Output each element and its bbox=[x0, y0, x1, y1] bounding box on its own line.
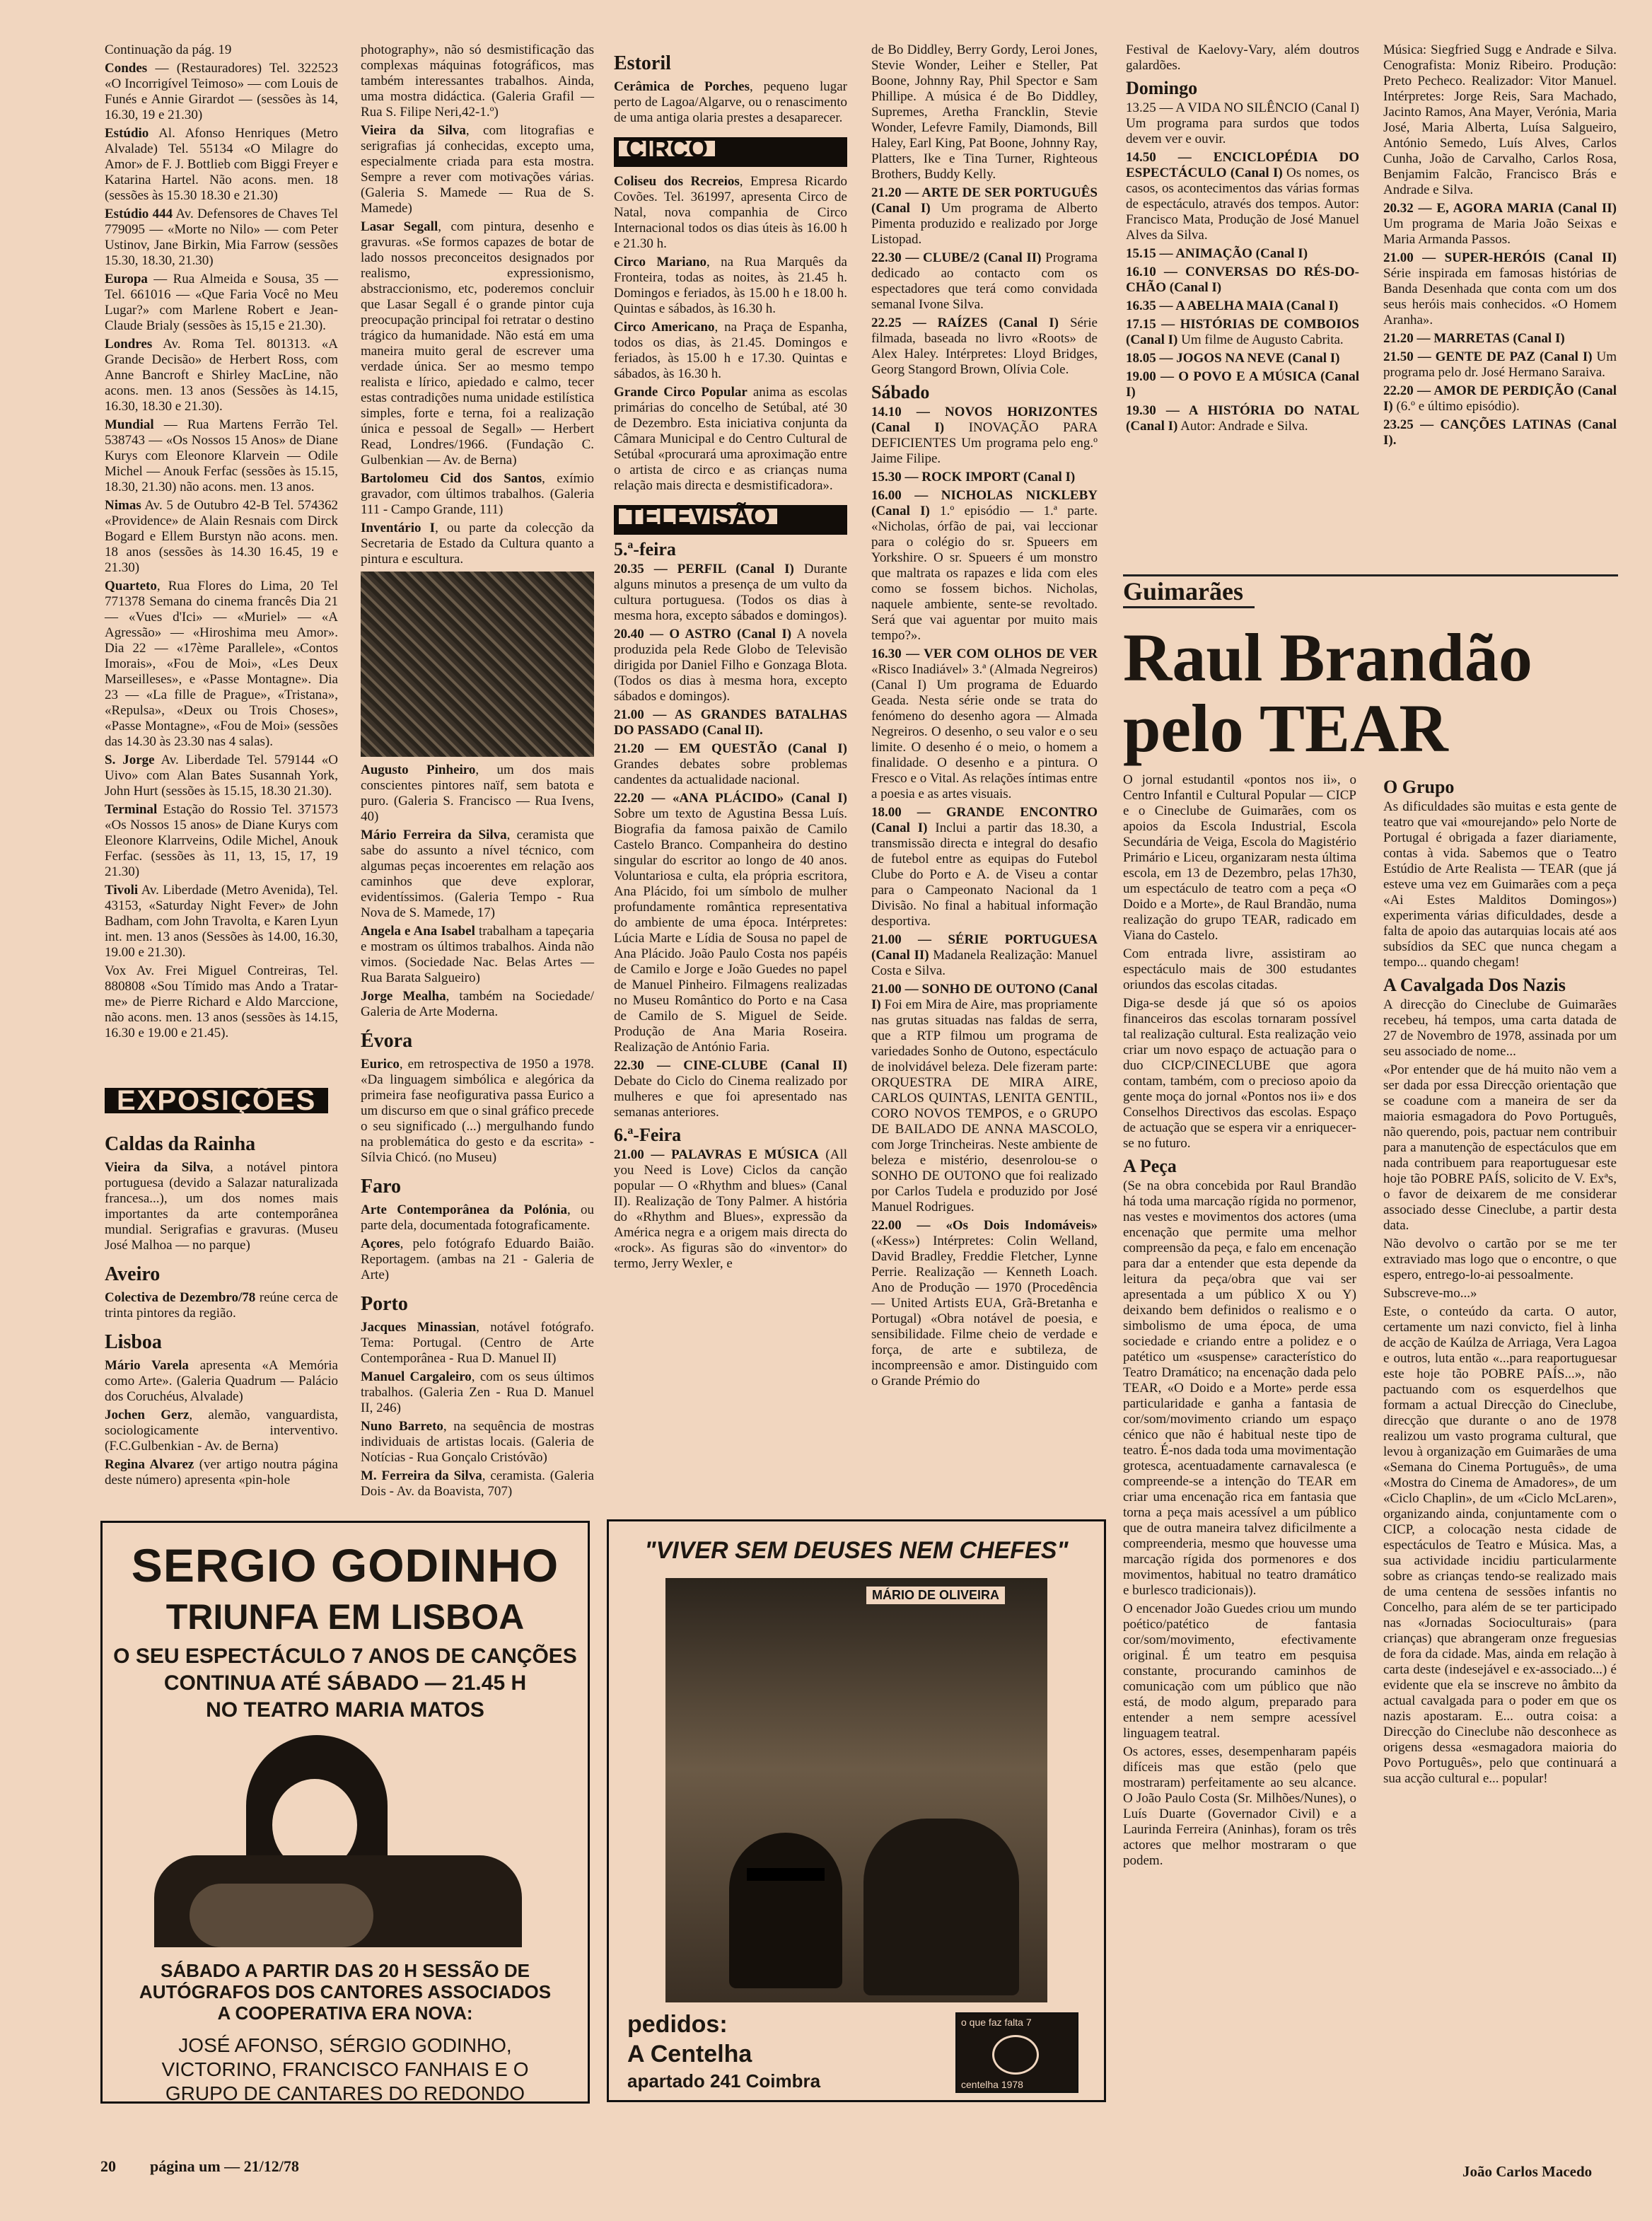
listing-entry bbox=[361, 471, 594, 518]
listing-entry-text: anima as escolas primárias do concelho de Setúbal, até 30 de Dezembro. Esta iniciativa conjunta da Câmara Municipal e do Centro Cultural de Setúbal «procurará uma aproximação entre o artista de circo e as crianças numa relação mais directa e desmistificadora». bbox=[614, 385, 847, 493]
listing-entry bbox=[361, 1369, 594, 1416]
article-column-b bbox=[1383, 772, 1617, 1790]
listing-entry-text: , exímio gravador, com últimos trabalhos. (Galeria 111 - Campo Grande, 111) bbox=[361, 471, 594, 517]
listing-entry bbox=[105, 1290, 338, 1321]
listing-entry bbox=[105, 883, 338, 961]
listing-entry bbox=[1123, 946, 1356, 993]
listing-entry-title: Condes bbox=[105, 61, 148, 76]
listing-entry bbox=[1383, 417, 1617, 448]
listing-entry-text: As dificuldades são muitas e esta gente de teatro que vai «mourejando» pelo Norte de Portugal é obrigada a fazer diariamente, contas à vida. Sabemos que o Teatro Estúdio de Arte Realista — TEAR (que já esteve uma vez em Guimarães com a peça «Ai Estes Malditos Domingos») experimenta várias dificuldades, desde a falta de apoio das autarquias locais até aos subsídios da SEC que nunca chegam a tempo... quando chegam! bbox=[1383, 799, 1617, 970]
ad1-line6: SÁBADO A PARTIR DAS 20 H SESSÃO DE AUTÓGRAFOS DOS CANTORES ASSOCIADOS A COOPERATIVA ERA NOVA: bbox=[139, 1960, 552, 2024]
listing-entry bbox=[1123, 1601, 1356, 1741]
listing-entry-text: Série filmada, baseada no livro «Roots» de Alex Haley. Intérpretes: Lloyd Bridges, Georg Stangord Brown, Olívia Cole. bbox=[871, 315, 1098, 377]
listing-entry-title: 21.00 — PALAVRAS E MÚSICA bbox=[614, 1147, 819, 1162]
listing-entry bbox=[1126, 298, 1359, 314]
listing-entry-title: Mário Varela bbox=[105, 1358, 189, 1373]
listing-entry-title: Arte Contemporânea da Polónia bbox=[361, 1202, 567, 1217]
listing-entry bbox=[361, 42, 594, 120]
listing-entry-title: 14.50 — ENCICLOPÉDIA DO ESPECTÁCULO (Canal I) bbox=[1126, 150, 1359, 180]
listing-entry-text: (Se na obra concebida por Raul Brandão há toda uma marcação rígida no pormenor, nas vestes e movimentos dos actores (uma encenação que permite uma melhor compreensão da peça, e falo em encenação para dar a entender que esta depende da leitura da peça/obra que vai ser apresentada a um público X ou Y) deixando bem definidos o realismo e o simbolismo de uma época, de uma sociedade e criando entre a polidez e o patético um «suspense» característico do Teatro Dramático; na encenação dada pelo TEAR, «O Doido e a Morte» perde essa particularidade e ganha a fantasia de cor/som/movimento criando um espaço cénico que não é habitual neste tipo de teatro. É-nos dada toda uma movimentação grotesca, acentuadamente carnavalesca (e compreende-se a intenção do TEAR em criar uma encenação rica em fantasia que torna a peça mais acessível a um público que de outra maneira talvez dificilmente a compreenderia, mesmo que houvesse uma marcação rígida dos pormenores e dos movimentos, habitual no teatro dramático e burlesco tradicionais)). bbox=[1123, 1178, 1356, 1598]
listing-entry-title: Londres bbox=[105, 337, 153, 352]
listing-entry bbox=[1126, 246, 1359, 262]
listing-entry bbox=[871, 250, 1098, 313]
listing-entry-text: , com pintura, desenho e gravuras. «Se formos capazes de botar de lado nossos preconceitos designados por realismo, expressionismo, abstraccionismo, etc, poderemos concluir que Lasar Segall é o grande pintor cuja preocupação principal foi retratar o destino trágico da humanidade. Não está em uma maneira muito geral de escrever uma verdade única. Ser ao mesmo tempo realista e lírico, apiedado e calmo, tecer estas contradições numa unidade estilística simples, forte e terna, foi a realização única e pessoal de Segall» — Herbert Read, Londres/1966. (Fundação C. Gulbenkian — Av. de Berna) bbox=[361, 219, 594, 468]
listing-entry-title: 16.30 — VER COM OLHOS DE VER bbox=[871, 646, 1098, 661]
tv-banner-label: TELEVISÃO bbox=[617, 506, 779, 526]
circus-banner bbox=[614, 134, 847, 167]
section-subheading: O Grupo bbox=[1383, 777, 1455, 797]
listing-entry-title: Vieira da Silva bbox=[361, 123, 466, 138]
listing-entry bbox=[361, 1236, 594, 1283]
listing-entry bbox=[871, 982, 1098, 1215]
listing-entry-text: Grandes debates sobre problemas candentes da actualidade nacional. bbox=[614, 757, 847, 787]
listing-entry-title: Bartolomeu Cid dos Santos bbox=[361, 471, 542, 486]
listing-entry-title: 21.00 — SUPER-HERÓIS (Canal II) bbox=[1383, 250, 1617, 265]
listing-entry bbox=[1383, 201, 1617, 248]
listing-entry-text: Autor: Andrade e Silva. bbox=[1177, 419, 1308, 434]
listing-entry bbox=[105, 126, 338, 204]
listing-entry-title: Estúdio 444 bbox=[105, 207, 173, 221]
listing-entry-text: Foi em Mira de Aire, mas propriamente nas grutas situadas nas faldas de serra, que a RTP filmou um programa de variedades Sonho de Outono, espectáculo de inolvidável beleza. Dele fizeram parte: ORQUESTRA DE MIRA AIRE, CARLOS QUINTAS, LENITA GENTIL, CORO NOVOS TEMPOS, e o GRUPO DE BAILADO DE ANNA MASCOLO, com Jorge Trincheiras. Neste ambiente de beleza e mistério, desenrolou-se o SONHO DE OUTONO que foi realizado por Carlos Tudela e produzido por José Manuel Rodrigues. bbox=[871, 997, 1098, 1214]
listing-entry-title: Lasar Segall bbox=[361, 219, 438, 234]
listing-entry bbox=[1383, 1286, 1617, 1301]
listing-entry bbox=[1123, 1744, 1356, 1869]
listing-entry-title: Regina Alvarez bbox=[105, 1457, 194, 1472]
listing-entry-title: 18.05 — JOGOS NA NEVE (Canal I) bbox=[1126, 351, 1340, 366]
listing-entry-text: Vox Av. Frei Miguel Contreiras, Tel. 880808 «Sou Tímido mas Ando a Tratar-me» de Pierre Richard e Aldo Marccione, não acons. men. 13 anos (sessões às 14.15, 16.30 e 19.00 e 21.45). bbox=[105, 963, 338, 1040]
listing-entry-text: «Por entender que de há muito não vem a ser dada por essa Direcção orientação que se coadune com a maneira de ser da maioria esmagadora do Povo Português, não querendo, pois, pactuar nem contribuir para a manutenção de espectáculos que em nada contribuem para reaportuguesar este hoje tão POBRE PAÍS, solicito de V. Exªs, o favor de deixarem de me considerar associado desse Cineclube, a partir desta data. bbox=[1383, 1062, 1617, 1233]
listing-entry-text: Série inspirada em famosas histórias de Banda Desenhada que conta com um dos seus heróis mais conhecidos. «O Homem Aranha». bbox=[1383, 266, 1617, 327]
listing-entry-text: , na Rua Marquês da Fronteira, todas as noites, às 21.45 h. Domingos e feriados, às 15.00 h e 18.00 h. Quintas e sábados, às 16.30 h. bbox=[614, 255, 847, 316]
section-subheading: Domingo bbox=[1126, 78, 1198, 98]
listing-entry-text: , ou parte da colecção da Secretaria de Estado da Cultura quanto a pintura e escultura. bbox=[361, 521, 594, 567]
listing-entry bbox=[871, 405, 1098, 467]
listing-entry-text: — Rua Almeida e Sousa, 35 — Tel. 661016 — «Que Faria Você no Meu Lugar?» com Marlene Robert e Jean-Claude Brialy (sessões às 15,15 e 21.30). bbox=[105, 272, 338, 333]
listing-entry-text: , pequeno lugar perto de Lagoa/Algarve, ou o renascimento de uma antiga olaria prestes a desaparecer. bbox=[614, 79, 847, 125]
listing-entry-text: , Empresa Ricardo Covões. Tel. 361997, apresenta Circo de Natal, nova companhia de Circo Internacional todos os dias úteis às 16.00 h e 21.30 h. bbox=[614, 174, 847, 251]
listing-entry-title: Jacques Minassian bbox=[361, 1320, 477, 1335]
listing-entry bbox=[105, 1457, 338, 1488]
listing-entry bbox=[614, 385, 847, 494]
listing-entry-text: (ver artigo noutra página deste número) apresenta «pin-hole bbox=[105, 1457, 338, 1488]
listing-entry bbox=[614, 255, 847, 317]
listing-entry-title: Coliseu dos Recreios bbox=[614, 174, 740, 189]
listing-entry bbox=[1383, 1304, 1617, 1787]
exhibitions-banner: EXPOSIÇÕES bbox=[105, 1088, 328, 1113]
listing-entry bbox=[105, 207, 338, 269]
listing-entry bbox=[1126, 369, 1359, 400]
listing-entry-text: Música: Siegfried Sugg e Andrade e Silva. Cenografista: Moniz Ribeiro. Produção: Preto Pecheco. Realizador: Vitor Manuel. Intérpretes: Jorge Reis, Sara Machado, Jacinto Ramos, Ana Mayer, Verónia, Maria José, Maria Alberta, Luísa Salgueiro, António Semedo, Luís Alves, Carlos Cunha, João de Carvalho, Carlos Rosa, Benjamim Falcão, Francisco Brás e Andrade e Silva. bbox=[1383, 42, 1617, 197]
listing-entry bbox=[1123, 1178, 1356, 1599]
listing-entry-text: Av. 5 de Outubro 42-B Tel. 574362 «Providence» de Alain Resnais com Dirck Bogard e Ellem Burstyn não acons. men. 18 anos (sessões às 14.30 16.45, 19 e 21.30) bbox=[105, 498, 338, 575]
listing-entry-text: O encenador João Guedes criou um mundo poético/patético de fantasia cor/som/movimento, efectivamente original. É um teatro em pesquisa constante, procurando caminhos de comunicação com um público que não está, de modo algum, preparado para entender a nem sempre acessível linguagem teatral. bbox=[1123, 1601, 1356, 1741]
listing-entry-text: Subscreve-mo...» bbox=[1383, 1286, 1477, 1301]
listing-entry bbox=[105, 1358, 338, 1405]
listing-entry-title: 21.20 — EM QUESTÃO (Canal I) bbox=[614, 741, 847, 756]
listing-entry bbox=[1383, 42, 1617, 198]
listing-entry bbox=[614, 791, 847, 1055]
listing-entry bbox=[871, 646, 1098, 802]
listing-entry-title: 22.25 — RAÍZES (Canal I) bbox=[871, 315, 1059, 330]
listing-entry bbox=[1383, 1062, 1617, 1234]
listing-entry-text: , também na Sociedade/ Galeria de Arte Moderna. bbox=[361, 989, 594, 1019]
listing-entry bbox=[105, 802, 338, 880]
listing-entry-title: Augusto Pinheiro bbox=[361, 762, 476, 777]
listing-entry-text: Sobre um texto de Agustina Bessa Luís. Biografia da famosa paixão de Camilo Castelo Branco. Companheira do destino singular do escritor ao longo de 40 anos. Voluntariosa e culta, ela própria escritora, Ana Plácido, foi um símbolo de mulher profundamente romântica representativa do ambiente de uma época. Intérpretes: Lúcia Marte e Lídia de Sousa no papel de Ana Plácido. João Paulo Costa nos papéis de Camilo e Jorge e João Guedes no papel de Manuel Pinheiro. Filmagens realizadas no Museu Romântico do Porto e na Casa de Camilo de S. Miguel de Seide. Produção de Ana Maria Roseira. Realização de António Faria. bbox=[614, 806, 847, 1055]
listing-entry-text: photography», não só desmistificação das complexas máquinas fotográficos, mas também interessantes trabalhos. Ainda, uma mostra didáctica. (Galeria Grafil — Rua S. Filipe Neri,42-1.º) bbox=[361, 42, 594, 120]
listing-entry-title: Nimas bbox=[105, 498, 141, 513]
listing-entry-title: 17.15 — HISTÓRIAS DE COMBOIOS (Canal I) bbox=[1126, 317, 1359, 347]
listing-entry-text: , ceramista. (Galeria Dois - Av. da Boavista, 707) bbox=[361, 1468, 594, 1499]
listing-entry-text: , com os seus últimos trabalhos. (Galeria Zen - Rua D. Manuel II, 246) bbox=[361, 1369, 594, 1415]
listing-entry-title: Eurico bbox=[361, 1057, 400, 1072]
ad1-line3: O SEU ESPECTÁCULO 7 ANOS DE CANÇÕES bbox=[113, 1645, 577, 1668]
listing-entry bbox=[1126, 317, 1359, 348]
ad2-book-cover bbox=[665, 1578, 1047, 2002]
painting-image bbox=[361, 572, 594, 757]
listing-entry bbox=[361, 989, 594, 1020]
listing-entry-text: 1.º episódio — 1.ª parte. «Nicholas, órfão de pai, vai leccionar para o colégio do sr. Spueers em Yorkshire. O sr. Spueers é um monstro que maltrata os rapazes e lida com eles como se fossem bichos. Nicholas, naquele ambiente, sente-se revoltado. Será que vai aguentar por muito mais tempo?». bbox=[871, 504, 1098, 643]
article-headline: Raul Brandão pelo TEAR bbox=[1123, 620, 1532, 766]
listing-entry bbox=[361, 521, 594, 567]
listing-entry-title: 19.00 — O POVO E A MÚSICA (Canal I) bbox=[1126, 369, 1359, 400]
listing-entry bbox=[1123, 772, 1356, 944]
ad2-address: apartado 241 Coimbra bbox=[627, 2070, 821, 2092]
ad1-singer-photo bbox=[126, 1735, 564, 1947]
listing-entry-title: 21.20 — MARRETAS (Canal I) bbox=[1383, 331, 1565, 346]
listing-entry bbox=[105, 337, 338, 414]
article-kicker: Guimarães bbox=[1123, 576, 1255, 608]
article-column-a bbox=[1123, 772, 1356, 1872]
listing-entry-text: , na Praça de Espanha, todos os dias, às 21.45. Domingos e feriados, às 15.00 h e 17.30. Quintas e sábados, às 16.30 h. bbox=[614, 320, 847, 381]
tv-banner bbox=[614, 501, 847, 535]
listing-entry-text: Estação do Rossio Tel. 371573 «Os Nossos 15 anos» de Diane Kurys com Eleonore Klarrveins, Odile Michel, Anouk Ferfac. (sessões às 11, 13, 15, 17, 19 21.30) bbox=[105, 802, 338, 879]
listing-entry bbox=[871, 185, 1098, 248]
listing-entry-title: Tivoli bbox=[105, 883, 139, 898]
listing-entry-title: 20.35 — PERFIL (Canal I) bbox=[614, 562, 794, 576]
listing-entry-text: «Risco Inadiável» 3.ª (Almada Negreiros) (Canal I) Um programa de Eduardo Geada. Nesta série onde se trata do fenómeno do desenho agora — Almada Negreiros. O desenho, o seu valor e o seu limite. O desenho é o meio, o homem a finalidade. O desenho e a pintura. O Fresco e o Vital. As relações íntimas entre a poesia e as artes visuais. bbox=[871, 662, 1098, 801]
listing-entry bbox=[361, 762, 594, 825]
listing-entry bbox=[105, 1408, 338, 1454]
listing-entry-text: Um programa de Maria João Seixas e Maria Armanda Passos. bbox=[1383, 216, 1617, 247]
listing-entry bbox=[614, 707, 847, 738]
listing-entry-text: , notável fotógrafo. Tema: Portugal. (Centro de Arte Contemporânea - Rua D. Manuel II) bbox=[361, 1320, 594, 1366]
listing-entry-title: 21.00 — SONHO DE OUTONO (Canal I) bbox=[871, 982, 1098, 1012]
listing-entry-text: Av. Roma Tel. 801313. «A Grande Decisão» de Herbert Ross, com Anne Bancroft e Shirley MacLine, não acons. men. 13 anos (Sessões às 14.15, 16.30, 18.30 e 21.30). bbox=[105, 337, 338, 414]
listing-entry-text: Este, o conteúdo da carta. O autor, certamente um nazi convicto, fiel à linha de acção de Kaúlza de Arriaga, Vera Lagoa e outros, luta então «...para reaportuguesar este hoje tão POBRE PAÍS...», não pactuando com os esquerdelhos que formam a actual Direcção do Cineclube, direcção que durante o ano de 1978 realizou um vasto programa cultural, que levou à organização em Guimarães de uma «Semana do Cinema Português», de uma «Mostra do Cinema de Amadores», de um «Ciclo Chaplin», de um «Ciclo McLaren», organizando ainda, conjuntamente com o CICP, a colocação nesta cidade de espectáculos de Teatro e Música. Mas, a sua actividade incidiu particularmente sobre as crianças tendo-se realizado mais de uma centena de sessões infantis no Concelho, para além de se ter participado nas «Jornadas Socioculturais» (para crianças) que abrangeram onze freguesias de fora da cidade. Mas, ainda em relação à carta deste (indesejável e ex-associado...) é evidente que ela se inscreve no âmbito da actual cavalgada para o poder em que os nazis apostaram. E... outra coisa: a Direcção do Cineclube não desconhece as origens dessa «esmagadora maioria do Povo Português», pelo que continuará a sua acção cultural e... popular! bbox=[1383, 1304, 1617, 1786]
listing-entry-text: , Rua Flores do Lima, 20 Tel 771378 Semana do cinema francês Dia 21 — «Vues d'Ici» — «Muriel» — «A Agressão» — «Hiroshima meu Amor». Dia 22 — «17ème Parallele», «Contos Imorais», «Fou de Moi», «Les Deux Marseilleses», e «Passe Montagne». Dia 23 — «La fille de Prague», «Tristana», «Repulsa», «Deux ou Trois Choses», «Passe Montagne», «Fou de Moi» (sessões das 14.30 às 23.30 nas 4 salas). bbox=[105, 579, 338, 749]
listing-entry-title: 23.25 — CANÇÕES LATINAS (Canal I). bbox=[1383, 417, 1617, 448]
listing-entry bbox=[105, 579, 338, 750]
listing-entry-title: Terminal bbox=[105, 802, 158, 817]
listing-entry-title: 22.20 — «ANA PLÁCIDO» (Canal I) bbox=[614, 791, 847, 806]
column-tv-sunday-2 bbox=[1383, 42, 1617, 451]
listing-entry-title: 21.20 — ARTE DE SER PORTUGUÊS (Canal I) bbox=[871, 185, 1098, 216]
listing-entry-text: apresenta «A Memória como Arte». (Galeria Quadrum — Palácio dos Coruchéus, Alvalade) bbox=[105, 1358, 338, 1404]
ad2-org: A Centelha bbox=[627, 2041, 752, 2068]
section-subheading: A Cavalgada Dos Nazis bbox=[1383, 975, 1566, 995]
listing-entry-title: 22.00 — «Os Dois Indomáveis» bbox=[871, 1218, 1098, 1233]
listing-entry-text: , ou parte dela, documentada fotograficamente. bbox=[361, 1202, 595, 1233]
listing-entry-text: Diga-se desde já que só os apoios financeiros das escolas tornaram possível tal realização cultural. Esta realização veio criar um novo espaço de actuação para o duo CICP/CINECLUBE que agora contam, também, com o precioso apoio da gente moça do jornal «Pontos nos ii» e dos Conselhos Directivos das escolas. Espaço de actuação que se espera vir a enriquecer-se no futuro. bbox=[1123, 996, 1356, 1151]
listing-entry bbox=[871, 805, 1098, 929]
listing-entry bbox=[1126, 42, 1359, 74]
ad2-author: MÁRIO DE OLIVEIRA bbox=[866, 1587, 1005, 1604]
listing-entry-title: 22.30 — CINE-CLUBE (Canal II) bbox=[614, 1058, 847, 1073]
listing-entry bbox=[1126, 351, 1359, 366]
listing-entry bbox=[361, 123, 594, 216]
listing-entry-title: S. Jorge bbox=[105, 753, 155, 767]
listing-entry-text: , com litografias e serigrafias já conhecidas, excepto uma, especialmente criada para esta mostra. Sempre a rever com motivações várias. (Galeria S. Mamede — Rua de S. Mamede) bbox=[361, 123, 594, 216]
listing-entry-title: 18.00 — GRANDE ENCONTRO (Canal I) bbox=[871, 805, 1098, 835]
section-subheading: Sábado bbox=[871, 382, 930, 402]
section-city-heading: Estoril bbox=[614, 52, 671, 74]
section-city-heading: Faro bbox=[361, 1176, 402, 1198]
ad1-title: SERGIO GODINHO bbox=[131, 1539, 559, 1591]
listing-entry bbox=[614, 1147, 847, 1272]
listing-entry bbox=[614, 1058, 847, 1120]
listing-entry-title: Circo Mariano bbox=[614, 255, 707, 269]
listing-entry-text: Av. Defensores de Chaves Tel 779095 — «Morte no Nilo» — com Peter Ustinov, Jane Birkin, Mia Farrow (sessões 15.30, 18.30, 21.30) bbox=[105, 207, 338, 268]
listing-entry-title: Manuel Cargaleiro bbox=[361, 1369, 472, 1384]
listing-entry-text: , alemão, vanguardista, sociologicamente interventivo. (F.C.Gulbenkian - Av. de Berna) bbox=[105, 1408, 339, 1454]
listing-entry-text: Os actores, esses, desempenharam papéis difíceis mas que estão (pelo que mostraram) perfeitamente ao seu alcance. O João Paulo Costa (Sr. Milhões/Nunes), o Luís Duarte (Governador Civil) e a Laurinda Ferreira (Aninhas), foram os três actores que melhor mostraram o que podem. bbox=[1123, 1744, 1356, 1868]
listing-entry bbox=[1123, 996, 1356, 1152]
listing-entry-text: A novela produzida pela Rede Globo de Televisão dirigida por Daniel Filho e Gonzaga Blota. (Todos os dias à mesma hora, excepto sábados e domingos). bbox=[614, 627, 847, 704]
listing-entry bbox=[361, 924, 594, 986]
listing-entry-title: M. Ferreira da Silva bbox=[361, 1468, 482, 1483]
listing-entry bbox=[361, 1468, 594, 1500]
column-cinema-list bbox=[105, 42, 338, 1044]
column-circus-tv bbox=[614, 42, 847, 1275]
listing-entry bbox=[1383, 997, 1617, 1060]
article-byline: João Carlos Macedo bbox=[1462, 2163, 1593, 2180]
column-tv-sunday bbox=[1126, 42, 1359, 437]
listing-entry bbox=[105, 417, 338, 495]
listing-entry bbox=[1383, 331, 1617, 347]
listing-entry-title: 20.40 — O ASTRO (Canal I) bbox=[614, 627, 792, 642]
listing-entry-title: 19.30 — A HISTÓRIA DO NATAL (Canal I) bbox=[1126, 403, 1359, 434]
listing-entry-title: 21.00 — SÉRIE PORTUGUESA (Canal II) bbox=[871, 932, 1098, 963]
listing-entry-text: (All you Need is Love) Ciclos da canção popular — O «Rhythm and blues» (Canal II). Realização de Tony Palmer. A história do «Rhythm and Blues», expressão da América negra e a origem mais directa do «rock». As figuras são do «inventor» do termo, Jerry Wexler, e bbox=[614, 1147, 848, 1271]
column-exhibitions-1 bbox=[105, 1075, 338, 1491]
listing-entry-text: , pelo fotógrafo Eduardo Baião. Reportagem. (ambas na 21 - Galeria de Arte) bbox=[361, 1236, 594, 1282]
ad2-pedidos: pedidos: bbox=[627, 2011, 728, 2038]
listing-entry-text: INOVAÇÃO PARA DEFICIENTES Um programa pelo eng.º Jaime Filipe. bbox=[871, 420, 1098, 466]
listing-entry bbox=[614, 320, 847, 382]
listing-entry bbox=[105, 1160, 338, 1253]
listing-entry-title: 20.32 — E, AGORA MARIA (Canal II) bbox=[1383, 201, 1617, 216]
listing-entry-text: Festival de Kaelovy-Vary, além doutros galardões. bbox=[1126, 42, 1359, 73]
section-subheading: A Peça bbox=[1123, 1156, 1177, 1176]
listing-entry bbox=[361, 1419, 594, 1466]
listing-entry bbox=[1383, 349, 1617, 381]
listing-entry-text: , um dos mais conscientes pintores naïf, sem batota e puro. (Galeria S. Francisco — Rua Ivens, 40) bbox=[361, 762, 594, 824]
issue-date: página um — 21/12/78 bbox=[150, 2157, 299, 2175]
listing-entry-title: 22.20 — AMOR DE PERDIÇÃO (Canal I) bbox=[1383, 383, 1617, 414]
listing-entry-title: 15.30 — ROCK IMPORT (Canal I) bbox=[871, 470, 1076, 485]
listing-entry-text: A direcção do Cineclube de Guimarães recebeu, há tempos, uma carta datada de 27 de Novembro de 1978, assinada por um seu associado de nome... bbox=[1383, 997, 1617, 1059]
listing-entry-text: Continuação da pág. 19 bbox=[105, 42, 232, 57]
listing-entry-text: 13.25 — A VIDA NO SILÊNCIO (Canal I) Um programa para surdos que todos devem ver e ouvir. bbox=[1126, 100, 1360, 146]
listing-entry-title: Europa bbox=[105, 272, 148, 286]
listing-entry-title: Inventário I bbox=[361, 521, 436, 535]
listing-entry-title: 14.10 — NOVOS HORIZONTES (Canal I) bbox=[871, 405, 1098, 435]
listing-entry-title: Angela e Ana Isabel bbox=[361, 924, 475, 939]
listing-entry-title: 16.00 — NICHOLAS NICKLEBY (Canal I) bbox=[871, 488, 1098, 518]
listing-entry bbox=[1126, 403, 1359, 434]
listing-entry-title: Jorge Mealha bbox=[361, 989, 446, 1004]
listing-entry-title: 15.15 — ANIMAÇÃO (Canal I) bbox=[1126, 246, 1308, 261]
listing-entry-title: Nuno Barreto bbox=[361, 1419, 443, 1434]
listing-entry bbox=[871, 932, 1098, 979]
listing-entry-text: Não devolvo o cartão por se me ter extraviado mas logo que o encontre, o que espero, entrego-lo-ai pessoalmente. bbox=[1383, 1236, 1617, 1282]
listing-entry bbox=[1126, 265, 1359, 296]
section-city-heading: Porto bbox=[361, 1293, 408, 1315]
listing-entry-title: Mário Ferreira da Silva bbox=[361, 828, 507, 842]
listing-entry-title: Jochen Gerz bbox=[105, 1408, 190, 1422]
listing-entry bbox=[361, 219, 594, 468]
listing-entry bbox=[1126, 100, 1359, 147]
ad1-subtitle: TRIUNFA EM LISBOA bbox=[165, 1597, 525, 1637]
listing-entry bbox=[105, 498, 338, 576]
listing-entry-title: 16.10 — CONVERSAS DO RÉS-DO-CHÃO (Canal I) bbox=[1126, 265, 1359, 295]
ad1-line4: CONTINUA ATÉ SÁBADO — 21.45 H bbox=[163, 1671, 527, 1695]
listing-entry-title: 21.00 — AS GRANDES BATALHAS DO PASSADO (Canal II). bbox=[614, 707, 847, 738]
listing-entry-text: Al. Afonso Henriques (Metro Alvalade) Tel. 55134 «O Milagre do Amor» de F. J. Bottlieb com Biggi Freyer e Katarina Hartel. Não acons. men. 18 (sessões às 15.30 18.30 e 21.30) bbox=[105, 126, 338, 203]
listing-entry-title: 21.50 — GENTE DE PAZ (Canal I) bbox=[1383, 349, 1593, 364]
listing-entry-text: — Rua Martens Ferrão Tel. 538743 — «Os Nossos 15 Anos» de Diane Kurys com Eleonore Klarvein — Odile Michel — Anouk Ferfac (sessões às 15.15, 18.30, 21.30) não acons. men. 13 anos. bbox=[105, 417, 338, 494]
listing-entry bbox=[1383, 383, 1617, 414]
section-city-heading: Caldas da Rainha bbox=[105, 1133, 256, 1155]
section-subheading: 6.ª-Feira bbox=[614, 1125, 682, 1145]
listing-entry-title: Cerâmica de Porches bbox=[614, 79, 750, 94]
listing-entry-text: , em retrospectiva de 1950 a 1978. «Da linguagem simbólica e alegórica da primeira fase neofigurativa passa Eurico a um discurso em que o sinal gráfico precede o seu significado (...) mergulhando fundo na problemática do gesto e da escrita» - Sílvia Chicó. (no Museu) bbox=[361, 1057, 594, 1165]
ad-book-centelha bbox=[607, 1519, 1106, 2102]
listing-entry-text: Debate do Ciclo do Cinema realizado por mulheres e que foi apresentado nas semanas anteriores. bbox=[614, 1074, 847, 1120]
listing-entry-text: Com entrada livre, assistiram ao espectáculo mais de 300 estudantes oriundos das escolas citadas. bbox=[1123, 946, 1356, 992]
column-tv-saturday bbox=[871, 42, 1098, 1392]
section-city-heading: Aveiro bbox=[105, 1263, 161, 1285]
listing-entry-text: Durante alguns minutos a presença de um vulto da cultura portuguesa. (Todos os dias à mesma hora, excepto sábados e domingos). bbox=[614, 562, 847, 623]
circus-banner-label: CIRCO bbox=[617, 139, 717, 158]
listing-entry-title: Colectiva de Dezembro/78 bbox=[105, 1290, 256, 1305]
listing-entry-text: Um filme de Augusto Cabrita. bbox=[1177, 332, 1344, 347]
listing-entry-title: Mundial bbox=[105, 417, 154, 432]
listing-entry bbox=[614, 79, 847, 126]
listing-entry-text: («Kess») Intérpretes: Colin Welland, David Bradley, Freddie Fletcher, Lynne Perrie. Realização — Kenneth Loach. Ano de Produção — 1970 (Procedência — United Artists EUA, Grã-Bretanha e Portugal) «Obra notável de poesia, e sensibilidade. Filme cheio de verdade e força, de arte e subtileza, de incompreensão e amor. Distinguido com o Grande Prémio do bbox=[871, 1234, 1098, 1388]
listing-entry-title: Açores bbox=[361, 1236, 400, 1251]
listing-entry-text: de Bo Diddley, Berry Gordy, Leroi Jones, Stevie Wonder, Leiher e Steller, Pat Boone, Johnny Ray, Phil Spector e Sam Phillipe. A música é de Bo Diddley, Supremes, Aretha Francklin, Stevie Wonder, Lefevre Family, Diamonds, Bill Haley, Earl King, Pat Boone, Johnny Ray, Platters, Ike e Tina Turner, Righteous Brothers, Buddy Kelly. bbox=[871, 42, 1098, 182]
listing-entry-title: 16.35 — A ABELHA MAIA (Canal I) bbox=[1126, 298, 1339, 313]
ad2-logo-text: o que faz falta 7 bbox=[961, 2017, 1032, 2028]
listing-entry-text: (6.º e último episódio). bbox=[1392, 399, 1520, 414]
listing-entry bbox=[105, 272, 338, 334]
listing-entry-text: Programa dedicado ao contacto com os espectadores que terá como convidada semanal Ivone Silva. bbox=[871, 250, 1098, 312]
listing-entry-title: Quarteto bbox=[105, 579, 157, 593]
listing-entry bbox=[105, 61, 338, 123]
listing-entry bbox=[361, 1057, 594, 1166]
ad1-line7: JOSÉ AFONSO, SÉRGIO GODINHO, VICTORINO, FRANCISCO FANHAIS E O GRUPO DE CANTARES DO REDONDO bbox=[161, 2034, 529, 2104]
listing-entry bbox=[614, 627, 847, 704]
listing-entry bbox=[871, 42, 1098, 182]
listing-entry-title: Circo Americano bbox=[614, 320, 715, 335]
listing-entry bbox=[1383, 1236, 1617, 1283]
listing-entry bbox=[105, 42, 338, 58]
listing-entry bbox=[614, 562, 847, 624]
listing-entry-text: Um programa de Alberto Pimenta produzido e realizado por Jorge Listopad. bbox=[871, 201, 1098, 247]
ad2-logo-sub: centelha 1978 bbox=[961, 2079, 1023, 2090]
listing-entry-text: Os nomes, os casos, os acontecimentos das várias formas de espectáculo, através dos tempos. Autor: Francisco Mata, Produção de José Manuel Alves da Silva. bbox=[1126, 166, 1359, 243]
listing-entry bbox=[105, 963, 338, 1041]
section-city-heading: Lisboa bbox=[105, 1331, 162, 1353]
listing-entry bbox=[361, 828, 594, 921]
section-city-heading: Évora bbox=[361, 1030, 413, 1052]
listing-entry bbox=[614, 174, 847, 252]
listing-entry-text: Inclui a partir das 18.30, a transmissão directa e integral do desafio de futebol entre as equipas do Futebol Clube do Porto e A. de Viseu a contar para o Campeonato Nacional da 1 Divisão. No final a habitual informação desportiva. bbox=[871, 820, 1098, 929]
ad2-centelha-logo bbox=[955, 2012, 1078, 2093]
listing-entry bbox=[871, 315, 1098, 378]
column-exhibitions-2 bbox=[361, 42, 594, 1502]
listing-entry-text: , a notável pintora portuguesa (devido a Salazar naturalizada francesa...), um dos nomes mais importantes da arte contemporânea mundial. Serigrafias e gravuras. (Museu José Malhoa — no parque) bbox=[105, 1160, 338, 1253]
section-subheading: 5.ª-feira bbox=[614, 539, 676, 559]
listing-entry-title: Estúdio bbox=[105, 126, 149, 141]
listing-entry bbox=[871, 488, 1098, 644]
listing-entry-text: trabalham a tapeçaria e mostram os últimos trabalhos. Ainda não vimos. (Sociedade Nac. Belas Artes — Rua Barata Salgueiro) bbox=[361, 924, 594, 985]
ad-sergio-godinho bbox=[100, 1521, 590, 2104]
listing-entry-title: Grande Circo Popular bbox=[614, 385, 748, 400]
page-number: 20 bbox=[100, 2157, 116, 2175]
listing-entry-text: O jornal estudantil «pontos nos ii», o Centro Infantil e Cultural Popular — CICP e o Cineclube de Guimarães, com os apoios da Escola Industrial, Escola Secundária de Veiga, Escola do Magistério Primário e Liceu, organizaram nesta última escola, em 13 de Dezembro, pelas 17h30, um espectáculo de teatro com a peça «O Doido e a Morte», de Raul Brandão, numa realização do grupo TEAR, radicado em Viana do Castelo. bbox=[1123, 772, 1356, 943]
listing-entry bbox=[105, 753, 338, 799]
listing-entry bbox=[361, 1320, 594, 1367]
listing-entry-text: Um programa pelo dr. José Hermano Saraiva. bbox=[1383, 349, 1617, 380]
listing-entry-title: 22.30 — CLUBE/2 (Canal II) bbox=[871, 250, 1042, 265]
listing-entry-text: reúne cerca de trinta pintores da região. bbox=[105, 1290, 338, 1321]
listing-entry-title: Vieira da Silva bbox=[105, 1160, 210, 1175]
ad2-title: "VIVER SEM DEUSES NEM CHEFES" bbox=[644, 1537, 1069, 1564]
listing-entry bbox=[1383, 250, 1617, 328]
listing-entry bbox=[1383, 799, 1617, 970]
listing-entry bbox=[614, 741, 847, 788]
listing-entry-text: , ceramista que sabe do assunto a nível técnico, com algumas peças incoerentes em relação aos caminhos que deve explorar, evidentíssimos. (Galeria Tempo - Rua Nova de S. Mamede, 17) bbox=[361, 828, 594, 920]
listing-entry bbox=[871, 470, 1098, 485]
listing-entry-text: Av. Liberdade Tel. 579144 «O Uivo» com Alan Bates Susannah York, John Hurt (sessões às 15.15, 18.30 21.30). bbox=[105, 753, 338, 799]
listing-entry-text: — (Restauradores) Tel. 322523 «O Incorrigível Teimoso» — com Louis de Funés e Annie Girardot — (sessões às 14, 16.30, 19 e 21.30) bbox=[105, 61, 338, 122]
listing-entry bbox=[871, 1218, 1098, 1389]
listing-entry-text: Madanela Realização: Manuel Costa e Silva. bbox=[871, 948, 1098, 978]
ad1-line5: NO TEATRO MARIA MATOS bbox=[206, 1698, 484, 1722]
listing-entry-text: Av. Liberdade (Metro Avenida), Tel. 43153, «Saturday Night Fever» de John Badham, com John Travolta, e Karen Lyun int. men. 13 anos (Sessões às 14.00, 16.30, 19.00 e 21.30). bbox=[105, 883, 338, 960]
listing-entry bbox=[361, 1202, 594, 1234]
listing-entry bbox=[1126, 150, 1359, 243]
listing-entry-text: , na sequência de mostras individuais de artistas locais. (Galeria de Notícias - Rua Gonçalo Cristóvão) bbox=[361, 1419, 594, 1465]
